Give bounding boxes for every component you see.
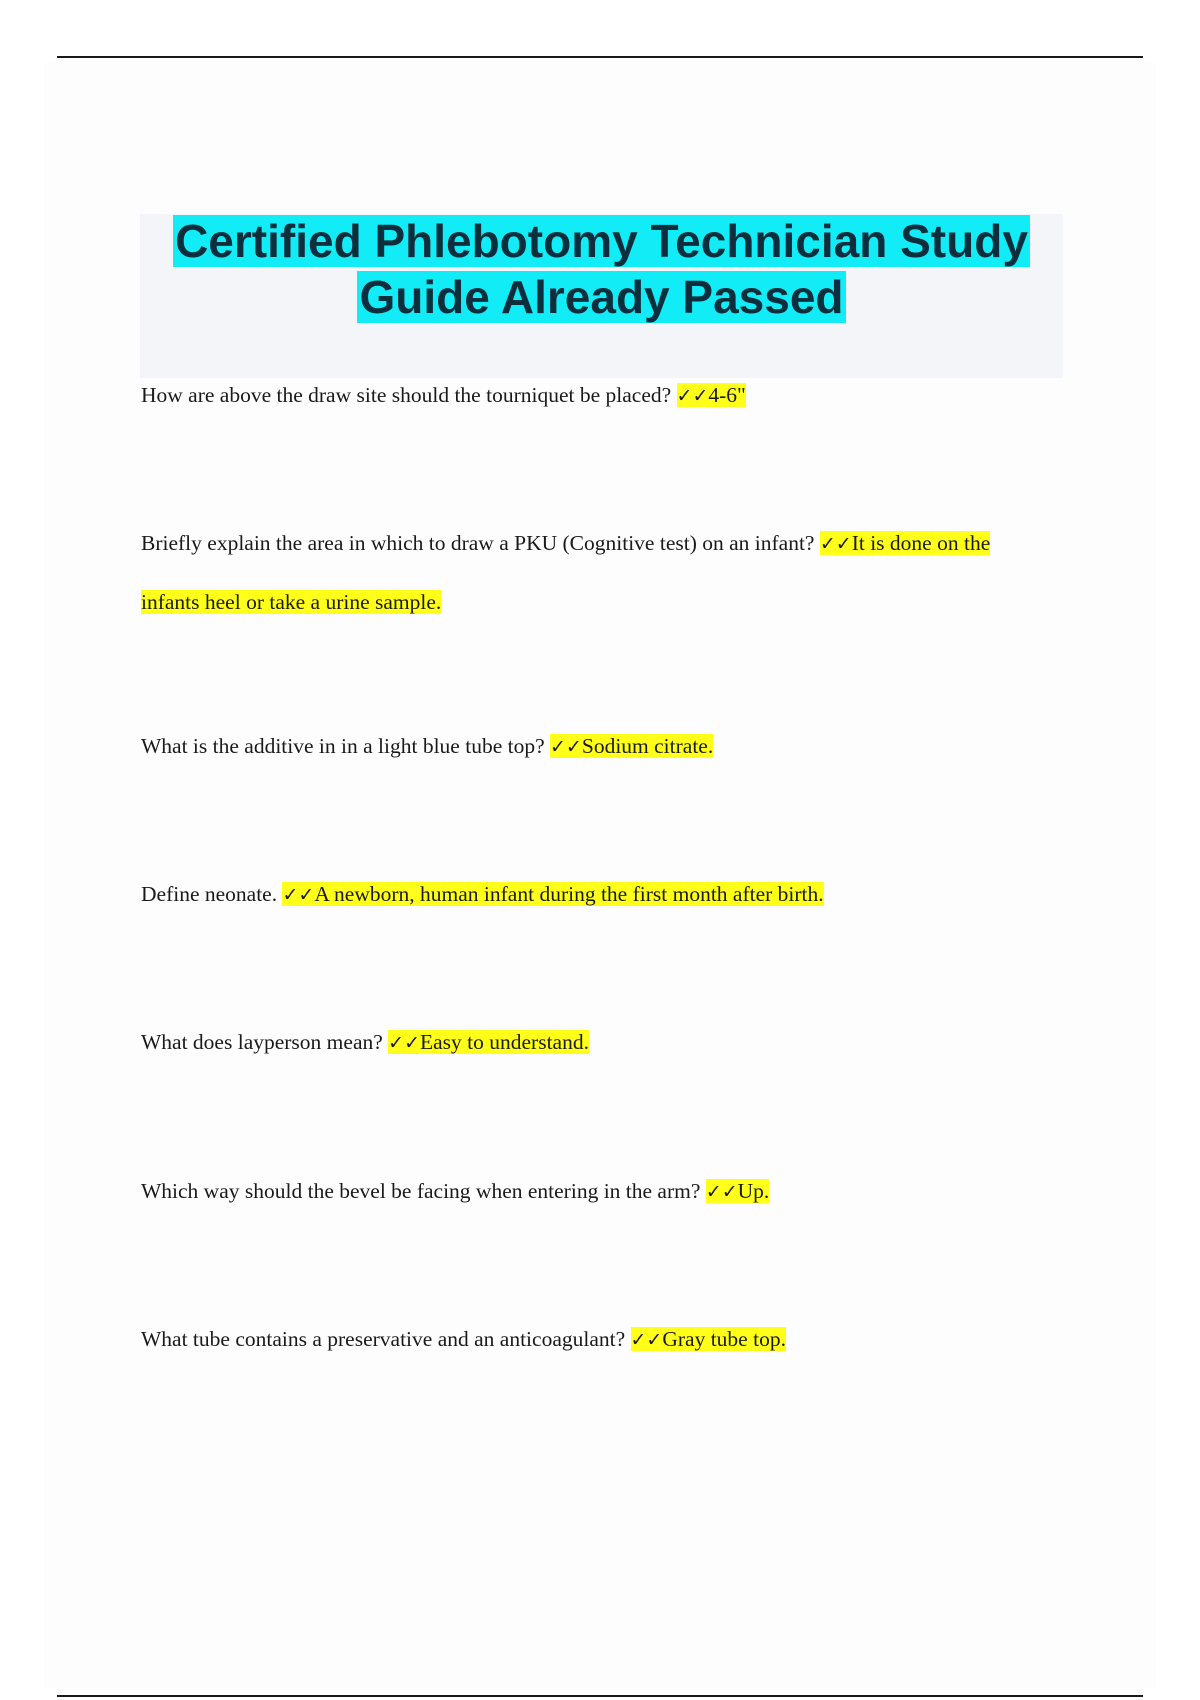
answer-highlight [282,882,823,906]
double-check-icon: ✓✓ [550,736,582,758]
footer-rule [57,1695,1143,1697]
answer-text: A newborn, human infant during the first month after birth. [314,882,824,906]
qa-item-7 [141,1310,1051,1369]
double-check-icon: ✓✓ [282,884,315,906]
qa-item-5 [141,1013,1051,1072]
question-text: How are above the draw site should the tourniquet be placed? [141,383,672,407]
answer-text: Up. [737,1179,770,1203]
double-check-icon: ✓✓ [676,385,709,407]
answer-highlight [631,1327,786,1351]
document-title [140,213,1063,325]
answer-text: Gray tube top. [662,1327,786,1351]
answer-text: Easy to understand. [420,1030,589,1054]
answer-text: Sodium citrate. [581,734,714,758]
qa-item-6 [141,1162,1051,1221]
double-check-icon: ✓✓ [705,1181,738,1203]
question-text: Define neonate. [141,882,278,906]
answer-highlight [706,1179,770,1203]
question-text: What tube contains a preservative and an anticoagulant? [141,1327,626,1351]
answer-text: It is done on the infants heel or take a urine sample. [141,531,991,614]
double-check-icon: ✓✓ [388,1032,420,1054]
question-text: What is the additive in in a light blue tube top? [141,734,545,758]
answer-text: 4-6" [708,383,746,407]
title-line-2: Guide Already Passed [359,271,844,323]
answer-highlight [550,734,713,758]
header-rule [57,56,1143,58]
answer-highlight [677,383,746,407]
question-text: Briefly explain the area in which to draw a PKU (Cognitive test) on an infant? [141,531,815,555]
title-line-1: Certified Phlebotomy Technician Study [175,215,1028,267]
question-text: What does layperson mean? [141,1030,383,1054]
answer-highlight [388,1030,589,1054]
question-text: Which way should the bevel be facing when entering in the arm? [141,1179,701,1203]
double-check-icon: ✓✓ [630,1329,663,1351]
double-check-icon: ✓✓ [819,533,852,555]
qa-item-2 [141,514,1051,631]
qa-item-3 [141,717,1051,776]
qa-item-1 [141,366,1051,425]
qa-item-4 [141,865,1051,924]
